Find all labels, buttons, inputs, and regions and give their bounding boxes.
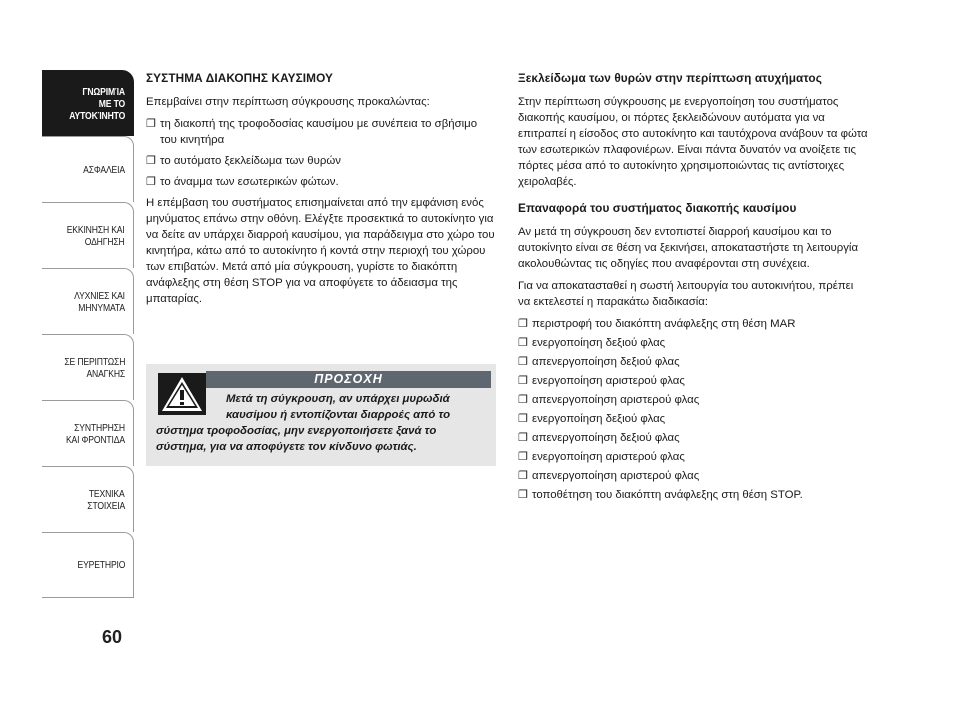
list-item: [518, 373, 868, 389]
checkbox-bullet-icon: ❐: [518, 451, 528, 463]
tab-maintenance[interactable]: [42, 400, 134, 466]
body-paragraph: Για να αποκατασταθεί η σωστή λειτουργία του αυτοκινήτου, πρέπει να εκτελεστεί η παρακάτω διαδικασία:: [518, 280, 854, 308]
warning-heading: ΠΡΟΣΟΧΗ: [206, 371, 491, 388]
list-item-text: τη διακοπή της τροφοδοσίας καυσίμου με συνέπεια το σβήσιμο του κινητήρα: [160, 118, 478, 146]
tab-emergency[interactable]: [42, 334, 134, 400]
list-item: [146, 174, 496, 190]
tab-getting-to-know-car[interactable]: [42, 70, 134, 136]
checkbox-bullet-icon: ❐: [146, 118, 156, 130]
list-item-text: το άναμμα των εσωτερικών φώτων.: [160, 176, 339, 188]
list-item: [146, 153, 496, 169]
list-item-text: ενεργοποίηση δεξιού φλας: [532, 413, 666, 425]
body-paragraph: Αν μετά τη σύγκρουση δεν εντοπιστεί διαρροή καυσίμου και το αυτοκίνητο είναι σε θέση να ξεκινήσει, αποκαταστήστε τη λειτουργία ακολουθώντας τις οδηγίες που αναφέρονται στη συνέχεια.: [518, 226, 859, 270]
list-item: [146, 116, 496, 148]
list-item-text: ενεργοποίηση αριστερού φλας: [532, 375, 685, 387]
list-item: [518, 316, 868, 332]
body-paragraph: Η επέμβαση του συστήματος επισημαίνεται από την εμφάνιση ενός μηνύματος επάνω στην οθόνη. Ελέγξτε προσεκτικά το αυτοκίνητο για να δείτε αν υπάρχει διαρροή καυσίμου, για παράδειγμα στο χώρο του κινητήρα, κάτω από το αυτοκίνητο ή κοντά στην περιοχή του χώρου των επιβατών. Μετά από μία σύγκρουση, γυρίστε το διακόπτη ανάφλεξης στη θέση STOP για να αποφύγετε το άδειασμα της μπαταρίας.: [146, 197, 495, 305]
tab-lights-messages[interactable]: [42, 268, 134, 334]
checkbox-bullet-icon: ❐: [518, 470, 528, 482]
tab-index[interactable]: [42, 532, 134, 598]
section-title: Ξεκλείδωμα των θυρών στην περίπτωση ατυχήματος: [518, 71, 822, 85]
warning-text-line: Μετά τη σύγκρουση, αν υπάρχει μυρωδιά καυσίμου ή εντοπίζονται διαρροές από το: [226, 393, 451, 421]
tab-label-line: ΣΕ ΠΕΡΙΠΤΩΣΗ: [64, 355, 125, 368]
tab-label-line: ΜΗΝΥΜΑΤΑ: [78, 301, 125, 314]
page-number: 60: [102, 627, 123, 647]
checkbox-bullet-icon: ❐: [518, 413, 528, 425]
checkbox-bullet-icon: ❐: [518, 356, 528, 368]
tab-label-line: ΚΑΙ ΦΡΟΝΤΙΔΑ: [66, 433, 125, 446]
tab-label-line: ΣΥΝΤΗΡΗΣΗ: [74, 421, 125, 434]
list-item: [518, 449, 868, 465]
checkbox-bullet-icon: ❐: [518, 432, 528, 444]
tab-starting-driving[interactable]: [42, 202, 134, 268]
list-item-text: απενεργοποίηση δεξιού φλας: [532, 432, 680, 444]
list-item-text: το αυτόματο ξεκλείδωμα των θυρών: [160, 155, 341, 167]
checkbox-bullet-icon: ❐: [146, 176, 156, 188]
procedure-steps: [518, 316, 868, 503]
tab-label-line: ΕΥΡΕΤΗΡΙΟ: [77, 559, 125, 571]
tab-label-line: ΑΣΦΑΛΕΙΑ: [83, 163, 125, 176]
checkbox-bullet-icon: ❐: [146, 155, 156, 167]
warning-text-line: σύστημα τροφοδοσίας, μην ενεργοποιήσετε ξανά το σύστημα, για να αποφύγετε τον κίνδυνο φωτιάς.: [156, 425, 437, 453]
tab-label-line: ΜΕ ΤΟ: [98, 97, 125, 110]
tab-label-line: ΕΚΚΙΝΗΣΗ ΚΑΙ: [67, 223, 125, 236]
warning-box: [146, 364, 496, 466]
list-item-text: περιστροφή του διακόπτη ανάφλεξης στη θέση MAR: [532, 318, 796, 330]
checkbox-bullet-icon: ❐: [518, 489, 528, 501]
section-title: Επαναφορά του συστήματος διακοπής καυσίμου: [518, 201, 797, 215]
tab-label-line: ΟΔΗΓΗΣΗ: [85, 235, 125, 248]
section-title: ΣΥΣΤΗΜΑ ΔΙΑΚΟΠΗΣ ΚΑΥΣΙΜΟΥ: [146, 71, 333, 85]
list-item: [518, 335, 868, 351]
checkbox-bullet-icon: ❐: [518, 375, 528, 387]
list-item: [518, 430, 868, 446]
tab-label-line: ΤΕΧΝΙΚΑ: [89, 487, 125, 500]
chapter-tabs: [42, 70, 134, 598]
list-item: [518, 354, 868, 370]
checkbox-bullet-icon: ❐: [518, 337, 528, 349]
list-item-text: απενεργοποίηση αριστερού φλας: [532, 394, 700, 406]
tab-label-line: ΑΥΤΟΚΊΝΗΤΟ: [69, 109, 125, 122]
tab-label-line: ΑΝΑΓΚΗΣ: [86, 367, 125, 380]
tab-label-line: ΓΝΩΡΙΜΊΑ: [82, 85, 125, 98]
list-item: [518, 487, 868, 503]
list-item-text: απενεργοποίηση δεξιού φλας: [532, 356, 680, 368]
tab-technical-data[interactable]: [42, 466, 134, 532]
right-column: [518, 70, 868, 506]
list-item-text: ενεργοποίηση αριστερού φλας: [532, 451, 685, 463]
checkbox-bullet-icon: ❐: [518, 318, 528, 330]
list-item: [518, 392, 868, 408]
list-item-text: τοποθέτηση του διακόπτη ανάφλεξης στη θέση STOP.: [532, 489, 803, 501]
list-item: [518, 411, 868, 427]
warning-text: [156, 391, 489, 455]
list-item-text: ενεργοποίηση δεξιού φλας: [532, 337, 666, 349]
checkbox-bullet-icon: ❐: [518, 394, 528, 406]
body-paragraph: Στην περίπτωση σύγκρουσης με ενεργοποίηση του συστήματος διακοπής καυσίμου, οι πόρτες ξεκλειδώνουν αυτόματα για να επιτραπεί η είσοδος στο αυτοκίνητο και ταυτόχρονα ανάβουν τα φώτα των εσωτερικών πλαφονιέρων. Είναι πάντα δυνατόν να ανοίξετε τις πόρτες μέσα από το αυτοκίνητο χρησιμοποιώντας τις αντίστοιχες χειρολαβές.: [518, 96, 868, 188]
intro-text: Επεμβαίνει στην περίπτωση σύγκρουσης προκαλώντας:: [146, 96, 430, 108]
tab-safety[interactable]: [42, 136, 134, 202]
left-column: [146, 70, 496, 313]
list-item: [518, 468, 868, 484]
list-item-text: απενεργοποίηση αριστερού φλας: [532, 470, 700, 482]
tab-label-line: ΣΤΟΙΧΕΙΑ: [87, 499, 125, 512]
tab-label-line: ΛΥΧΝΙΕΣ ΚΑΙ: [74, 289, 125, 302]
